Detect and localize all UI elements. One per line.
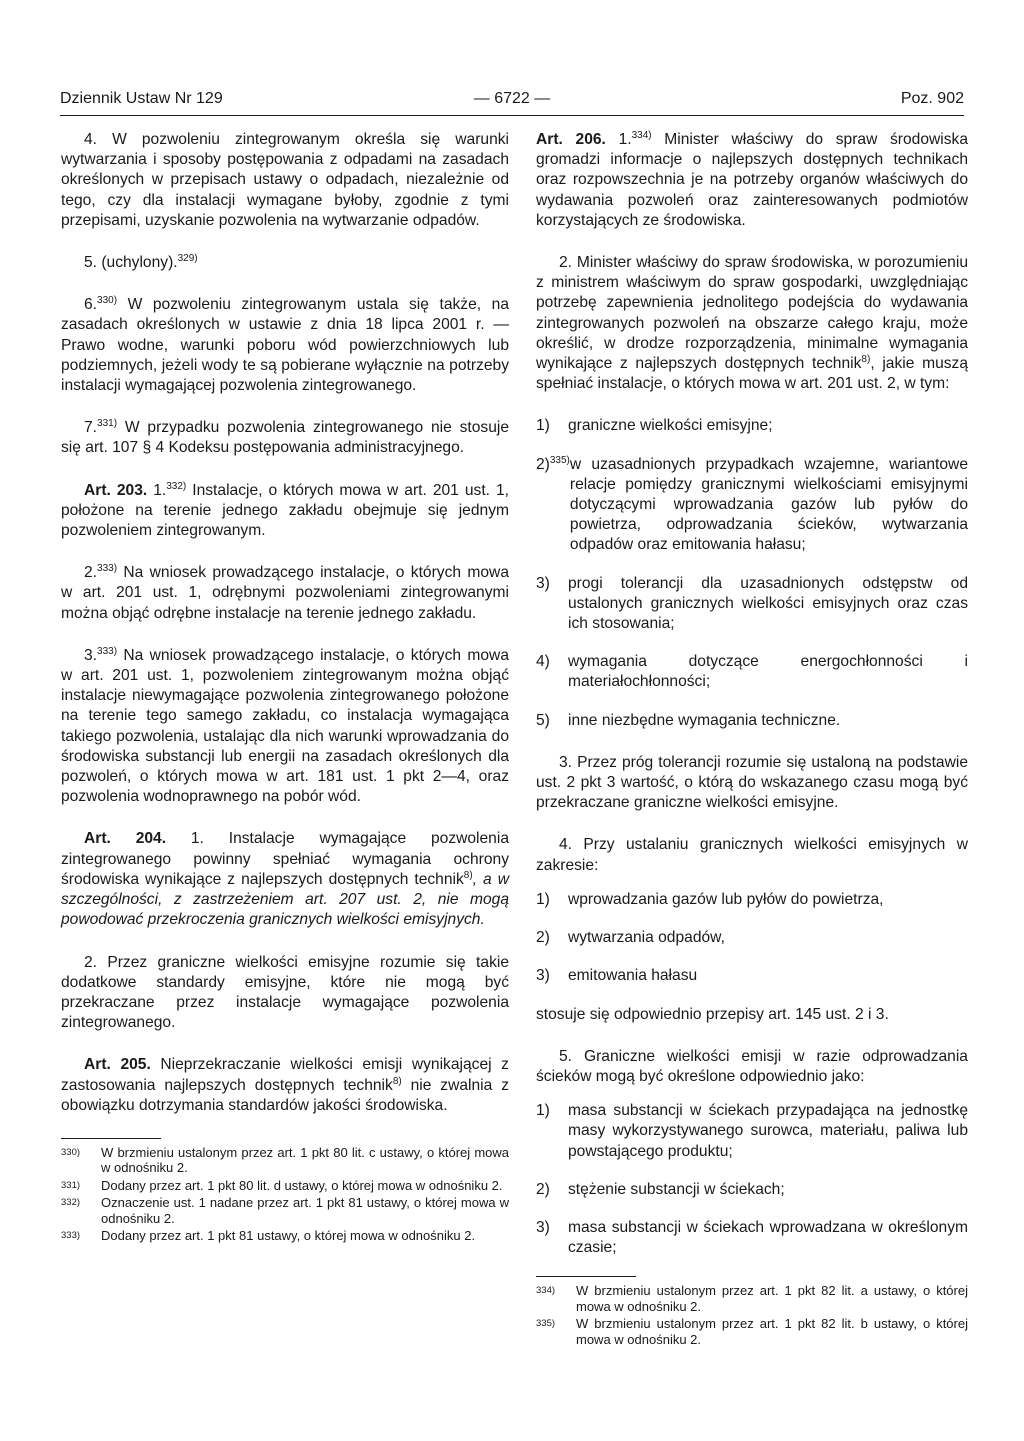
page-number: — 6722 — — [473, 90, 551, 107]
article-203-2: 2.$^{333)}$ Na wniosek prowadzącego instalacje, o których mowa w art. 201 ust. 1, odrębnymi pozwoleniami zintegrowanymi można objąć odrębne instalacje na terenie jednego zakładu. — [61, 563, 509, 622]
list-item: 4) wymagania dotyczące energochłonności i materiałochłonności; — [536, 653, 968, 691]
list-item: 1) graniczne wielkości emisyjne; — [536, 417, 773, 435]
footnote: 330) W brzmieniu ustalonym przez art. 1 pkt 80 lit. c ustawy, o której mowa w odnośniku 2. — [61, 1144, 509, 1176]
footnote: 332) Oznaczenie ust. 1 nadane przez art. 1 pkt 81 ustawy, o której mowa w odnośniku 2. — [61, 1195, 509, 1226]
article-206-4: 4. Przy ustalaniu granicznych wielkości emisyjnych w zakresie: — [536, 836, 968, 874]
list-item: 3) progi tolerancji dla uzasadnionych odstępstw od ustalonych granicznych wielkości emisyjnych oraz czas ich stosowania; — [536, 574, 968, 633]
scope-list — [536, 890, 968, 987]
requirements-list — [536, 416, 968, 730]
list-item: 2) stężenie substancji w ściekach; — [536, 1180, 785, 1198]
left-column — [61, 130, 509, 1246]
article-206-2: 2. Minister właściwy do spraw środowiska, w porozumieniu z ministrem właściwym do spraw gospodarki, uwzględniając potrzebę zapewnienia jednolitego podejścia do wydawania zintegrowanych pozwoleń na obszarze całego kraju, może określić, w drodze rozporządzenia, minimalne wymagania wynikające z najlepszych dostępnych technik$^{8)}$, jakie muszą spełniać instalacje, o których mowa w art. 201 ust. 2, w tym: — [536, 254, 969, 393]
article-label: Art. 206. — [536, 131, 606, 148]
article-label: Art. 204. — [84, 830, 167, 848]
footnote-ref: 8) — [392, 1075, 402, 1087]
footnote: 335) W brzmieniu ustalonym przez art. 1 pkt 82 lit. b ustawy, o której mowa w odnośniku 2. — [536, 1316, 968, 1347]
footnotes-left — [61, 1145, 509, 1244]
header-rule — [60, 115, 964, 116]
article-206: Art. 206. 1.$^{334)}$ Minister właściwy do spraw środowiska gromadzi informacje o najlepszych dostępnych technikach oraz rozpowszechnia je na potrzeby organów właściwych do wydawania pozwoleń oraz zainteresowanych podmiotów korzystających ze środowiska. — [536, 130, 969, 229]
footnote-ref: 330) — [97, 295, 118, 307]
list-item: 3) emitowania hałasu — [536, 967, 698, 985]
footnote-ref: 332) — [166, 480, 187, 492]
footnote-ref: 333) — [97, 645, 118, 657]
article-203: Art. 203. 1.$^{332)}$ Instalacje, o których mowa w art. 201 ust. 1, położone na terenie jednego zakładu obejmuje się jednym pozwoleniem zintegrowanym. — [61, 480, 509, 540]
article-204-2: 2. Przez graniczne wielkości emisyjne rozumie się takie dodatkowe standardy emisyjne, które nie mogą być przekraczane przez instalacje wymagające pozwolenia zintegrowanego. — [61, 953, 509, 1032]
footnote-ref: 331) — [97, 418, 118, 430]
footnote-ref: 334) — [631, 130, 652, 141]
article-203-3: 3.$^{333)}$ Na wniosek prowadzącego instalacje, o których mowa w art. 201 ust. 1, pozwoleniem zintegrowanym można objąć instalacje niewymagające pozwolenia zintegrowanego położone na terenie tego samego zakładu, co instalacja wymagająca takiego pozwolenia, ustalając dla nich warunki wprowadzania do środowiska substancji lub energii na zasadach określonych dla pozwoleń, o których mowa w art. 181 ust. 1 pkt 2—4, oraz pozwolenia wodnoprawnego na pobór wód. — [61, 645, 509, 806]
article-label: Art. 203. — [84, 481, 148, 499]
position-number: Poz. 902 — [900, 90, 964, 107]
list-item: 2) wytwarzania odpadów, — [536, 929, 725, 947]
footnote-ref: 333) — [97, 563, 118, 575]
paragraph-5: 5. (uchylony).$^{329)}$ — [84, 253, 198, 272]
list-item: 3) masa substancji w ściekach wprowadzana w określonym czasie; — [536, 1218, 968, 1257]
list-item: 2)$^{335)}$ w uzasadnionych przypadkach wzajemne, wariantowe relacje pomiędzy granicznymi wielkościami emisyjnymi dotyczącymi wprowadzania gazów lub pyłów do powietrza, odprowadzania ścieków, wytwarzania odpadów oraz emitowania hałasu; — [536, 454, 968, 554]
article-205: Art. 205. Nieprzekraczanie wielkości emisji wynikającej z zastosowania najlepszych dostępnych technik$^{8)}$ nie zwalnia z obowiązku dotrzymania standardów jakości środowiska. — [61, 1056, 509, 1114]
paragraph-7: 7.$^{331)}$ W przypadku pozwolenia zintegrowanego nie stosuje się art. 107 § 4 Kodeksu postępowania administracyjnego. — [61, 418, 509, 457]
article-206-3: 3. Przez próg tolerancji rozumie się ustaloną na podstawie ust. 2 pkt 3 wartość, o którą do wskazanego czasu mogą być przekraczane graniczne wielkości emisyjne. — [536, 753, 968, 812]
footnote-separator — [61, 1138, 161, 1139]
footnote: 333) Dodany przez art. 1 pkt 81 ustawy, o której mowa w odnośniku 2. — [61, 1228, 476, 1244]
paragraph-4: 4. W pozwoleniu zintegrowanym określa się warunki wytwarzania i sposoby postępowania z odpadami na zasadach określonych w przepisach ustawy o odpadach, niezależnie od tego, czy dla instalacji wymagane byłoby, zgodnie z tymi przepisami, uzyskanie pozwolenia na wytwarzanie odpadów. — [61, 131, 509, 229]
footnote-ref: 329) — [177, 253, 198, 265]
footnote: 334) W brzmieniu ustalonym przez art. 1 pkt 82 lit. a ustawy, o której mowa w odnośniku 2. — [536, 1283, 968, 1314]
article-204: Art. 204. 1. Instalacje wymagające pozwolenia zintegrowanego powinny spełniać wymagania ochrony środowiska wynikające z najlepszych dostępnych technik$^{8)}$, a w szczególności, z zastrzeżeniem art. 207 ust. 2, nie mogą powodować przekroczenia granicznych wielkości emisyjnych. — [61, 830, 510, 929]
article-label: Art. 205. — [84, 1056, 151, 1074]
journal-title: Dziennik Ustaw Nr 129 — [60, 90, 223, 107]
article-206-5: 5. Graniczne wielkości emisji w razie odprowadzania ścieków mogą być określone odpowiednio jako: — [536, 1047, 968, 1085]
emission-list — [536, 1101, 968, 1258]
footnotes-right — [536, 1283, 968, 1347]
list-item: 1) masa substancji w ściekach przypadająca na jednostkę masy wykorzystywanego surowca, materiału, paliwa lub powstającego produktu; — [536, 1102, 968, 1160]
paragraph-6: 6.$^{330)}$ W pozwoleniu zintegrowanym ustala się także, na zasadach określonych w ustawie z dnia 18 lipca 2001 r. — Prawo wodne, warunki poboru wód powierzchniowych lub podziemnych, jeżeli wody te są pobierane wyłącznie na potrzeby instalacji wymagającej pozwolenia zintegrowanego. — [61, 295, 509, 395]
list-item: 5) inne niezbędne wymagania techniczne. — [536, 711, 841, 729]
right-column — [536, 130, 968, 1349]
article-206-4-end: stosuje się odpowiednio przepisy art. 145 ust. 2 i 3. — [536, 1005, 889, 1023]
footnote: 331) Dodany przez art. 1 pkt 80 lit. d ustawy, o której mowa w odnośniku 2. — [61, 1177, 503, 1193]
footnote-ref: 8) — [463, 869, 473, 881]
list-item: 1) wprowadzania gazów lub pyłów do powietrza, — [536, 890, 884, 908]
footnote-separator — [536, 1276, 636, 1277]
footnote-ref: 8) — [861, 354, 871, 366]
page-header — [60, 90, 964, 114]
